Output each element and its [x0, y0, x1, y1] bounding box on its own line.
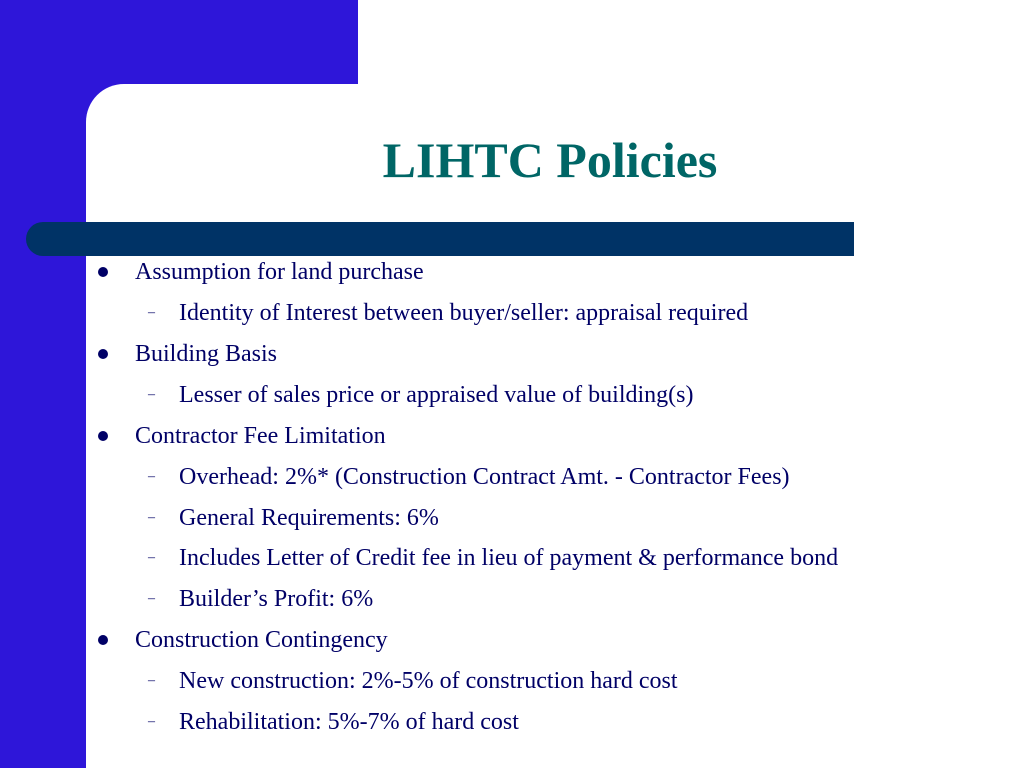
- sub-bullet-text: Overhead: 2%* (Construction Contract Amt. - Contractor Fees): [179, 464, 790, 490]
- sub-bullet-text: New construction: 2%-5% of construction hard cost: [179, 668, 678, 694]
- bullet-dot-icon: [98, 267, 108, 277]
- decorative-left-panel: [0, 0, 86, 768]
- sub-bullet-text: Lesser of sales price or appraised value of building(s): [179, 382, 694, 408]
- dash-icon: –: [148, 550, 155, 565]
- dash-icon: –: [148, 591, 155, 606]
- sub-bullet-text: Identity of Interest between buyer/seller: appraisal required: [179, 300, 749, 326]
- dash-icon: –: [148, 305, 155, 320]
- slide-title: LIHTC Policies: [382, 132, 718, 188]
- title-underline-bar: [26, 222, 854, 256]
- sub-bullet-text: Rehabilitation: 5%-7% of hard cost: [179, 709, 519, 735]
- bullet-text: Assumption for land purchase: [135, 259, 424, 285]
- dash-icon: –: [148, 469, 155, 484]
- bullet-text: Contractor Fee Limitation: [135, 423, 386, 449]
- dash-icon: –: [148, 510, 155, 525]
- sub-bullet-text: Builder’s Profit: 6%: [179, 586, 374, 612]
- dash-icon: –: [148, 387, 155, 402]
- dash-icon: –: [148, 714, 155, 729]
- bullet-dot-icon: [98, 635, 108, 645]
- bullet-dot-icon: [98, 349, 108, 359]
- dash-icon: –: [148, 673, 155, 688]
- bullet-dot-icon: [98, 431, 108, 441]
- bullet-text: Building Basis: [135, 341, 278, 367]
- sub-bullet-text: General Requirements: 6%: [179, 505, 439, 531]
- sub-bullet-text: Includes Letter of Credit fee in lieu of payment & performance bond: [179, 545, 839, 571]
- bullet-text: Construction Contingency: [135, 627, 388, 653]
